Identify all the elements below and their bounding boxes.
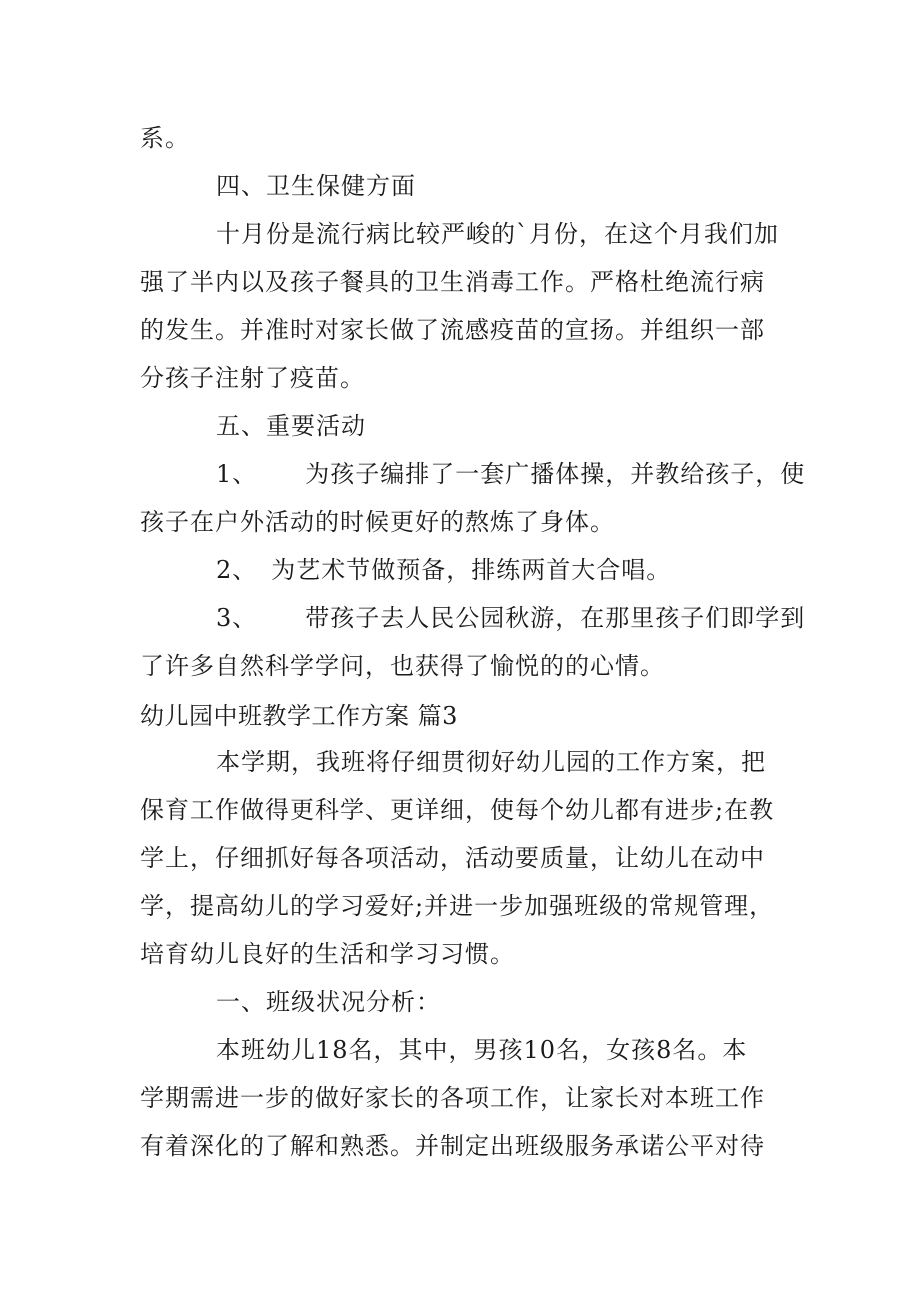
- list-item-2-line: [216, 554, 671, 586]
- list-item-number: 2、: [216, 556, 258, 584]
- section-heading-class-analysis: 一、班级状况分析：: [216, 988, 441, 1016]
- paragraph-line: 十月份是流行病比较严峻的`月份，在这个月我们加: [216, 220, 779, 248]
- list-item-3-line: [216, 602, 805, 634]
- paragraph-line: 分孩子注射了疫苗。: [140, 364, 365, 392]
- section-heading-activities: 五、重要活动: [216, 412, 366, 440]
- paragraph-line: 强了半内以及孩子餐具的卫生消毒工作。严格杜绝流行病: [140, 268, 765, 296]
- list-item-text: 带孩子去人民公园秋游，在那里孩子们即学到: [305, 604, 806, 632]
- list-item-text: 为艺术节做预备，排练两首大合唱。: [271, 556, 672, 584]
- list-item-1-line: [216, 458, 805, 490]
- paragraph-line: 的发生。并准时对家长做了流感疫苗的宣扬。并组织一部: [140, 316, 765, 344]
- list-item-number: 1、: [216, 460, 258, 488]
- paragraph-line: 培育幼儿良好的生活和学习习惯。: [140, 940, 515, 968]
- paragraph-line: 学期需进一步的做好家长的各项工作，让家长对本班工作: [140, 1084, 765, 1112]
- paragraph-line: 学，提高幼儿的学习爱好;并进一步加强班级的常规管理，: [140, 892, 775, 920]
- paragraph-line: 系。: [140, 124, 190, 152]
- list-item-text: 为孩子编排了一套广播体操，并教给孩子，使: [305, 460, 806, 488]
- paragraph-line: 学上，仔细抓好每各项活动，活动要质量，让幼儿在动中: [140, 844, 765, 872]
- paragraph-line: 孩子在户外活动的时候更好的熬炼了身体。: [140, 508, 615, 536]
- paragraph-line: 有着深化的了解和熟悉。并制定出班级服务承诺公平对待: [140, 1132, 765, 1160]
- section-heading-hygiene: 四、卫生保健方面: [216, 172, 416, 200]
- section-title: 幼儿园中班教学工作方案 篇3: [140, 702, 458, 730]
- paragraph-line: 保育工作做得更科学、更详细，使每个幼儿都有进步;在教: [140, 796, 775, 824]
- paragraph-line: 了许多自然科学学问，也获得了愉悦的的心情。: [140, 652, 665, 680]
- paragraph-line: 本班幼儿18名，其中，男孩10名，女孩8名。本: [216, 1036, 748, 1064]
- paragraph-line: 本学期，我班将仔细贯彻好幼儿园的工作方案，把: [216, 748, 766, 776]
- list-item-number: 3、: [216, 604, 258, 632]
